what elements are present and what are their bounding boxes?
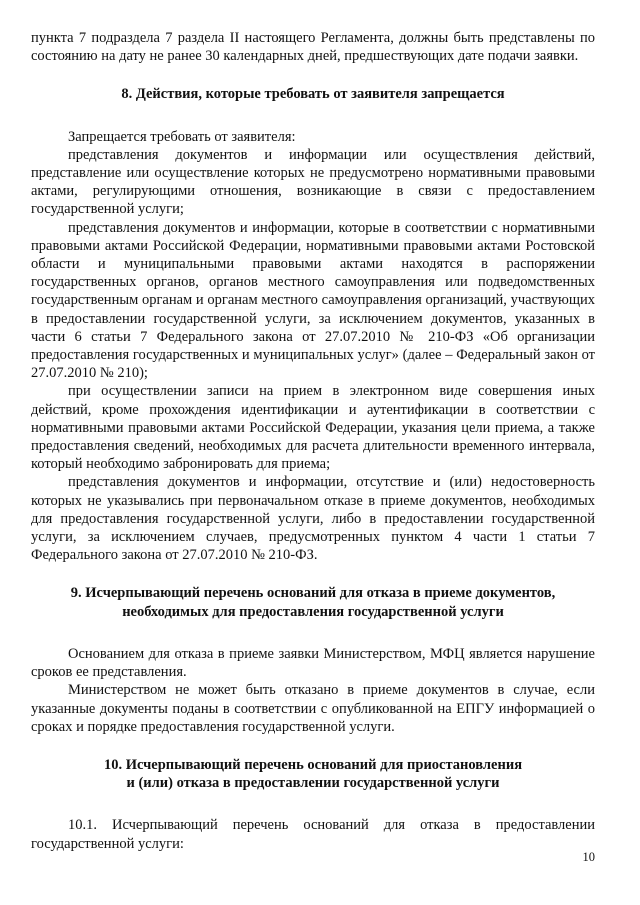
section-8-paragraph: при осуществлении записи на прием в электронном виде совершения иных действий, кроме прохождения идентификации и аутентификации в соответствии с нормативными правовыми актами Российской Федерации, указания цели приема, а также предоставления сведений, необходимых для расчета длительности временного интервала, который необходимо забронировать для приема;: [31, 383, 595, 473]
section-10-paragraph: 10.1. Исчерпывающий перечень оснований для отказа в предоставлении государственной услуги:: [31, 817, 595, 852]
section-10-heading-line2: и (или) отказа в предоставлении государственной услуги: [126, 775, 500, 792]
section-8-paragraph: представления документов и информации, отсутствие и (или) недостоверность которых не указывались при первоначальном отказе в приеме документов, необходимых для предоставления государственной услуги, либо в предоставлении государственной услуги, за исключением случаев, предусмотренных пунктом 4 части 1 статьи 7 Федерального закона от 27.07.2010 № 210-ФЗ.: [31, 474, 595, 564]
section-8-paragraph: представления документов и информации, которые в соответствии с нормативными правовыми актами Российской Федерации, нормативными правовыми актами Ростовской области и муниципальными правовыми актами находятся в распоряжении государственных органов, органов местного самоуправления или подведомственных государственным органам и органам местного самоуправления организаций, участвующих в предоставлении государственной услуги, за исключением документов, указанных в части 6 статьи 7 Федерального закона от 27.07.2010 № 210-ФЗ «Об организации предоставления государственных и муниципальных услуг» (далее – Федеральный закон от 27.07.2010 № 210);: [31, 219, 595, 382]
section-9-paragraph: Министерством не может быть отказано в приеме документов в случае, если указанные документы поданы в соответствии с опубликованной на ЕПГУ информацией о сроках и порядке предоставления государственной услуги.: [31, 682, 595, 735]
section-9-heading-line2: необходимых для предоставления государственной услуги: [122, 603, 504, 620]
intro-paragraph: пункта 7 подраздела 7 раздела II настоящего Регламента, должны быть представлены по состоянию на дату не ранее 30 календарных дней, предшествующих дате подачи заявки.: [31, 30, 595, 65]
section-10-heading: [31, 756, 595, 792]
section-9-heading: [31, 584, 595, 620]
section-9-paragraph: Основанием для отказа в приеме заявки Министерством, МФЦ является нарушение сроков ее представления.: [31, 645, 595, 681]
section-10-heading-line1: 10. Исчерпывающий перечень оснований для приостановления: [103, 756, 523, 773]
section-8-paragraph: Запрещается требовать от заявителя:: [68, 128, 296, 145]
section-8-paragraph: представления документов и информации или осуществления действий, представление или осуществление которых не предусмотрено нормативными правовыми актами, регулирующими отношения, возникающие в связи с предоставлением государственной услуги;: [31, 146, 595, 218]
section-9-heading-line1: 9. Исчерпывающий перечень оснований для отказа в приеме документов,: [70, 585, 556, 602]
section-8-heading: 8. Действия, которые требовать от заявителя запрещается: [121, 86, 505, 103]
page-number: 10: [582, 850, 595, 864]
